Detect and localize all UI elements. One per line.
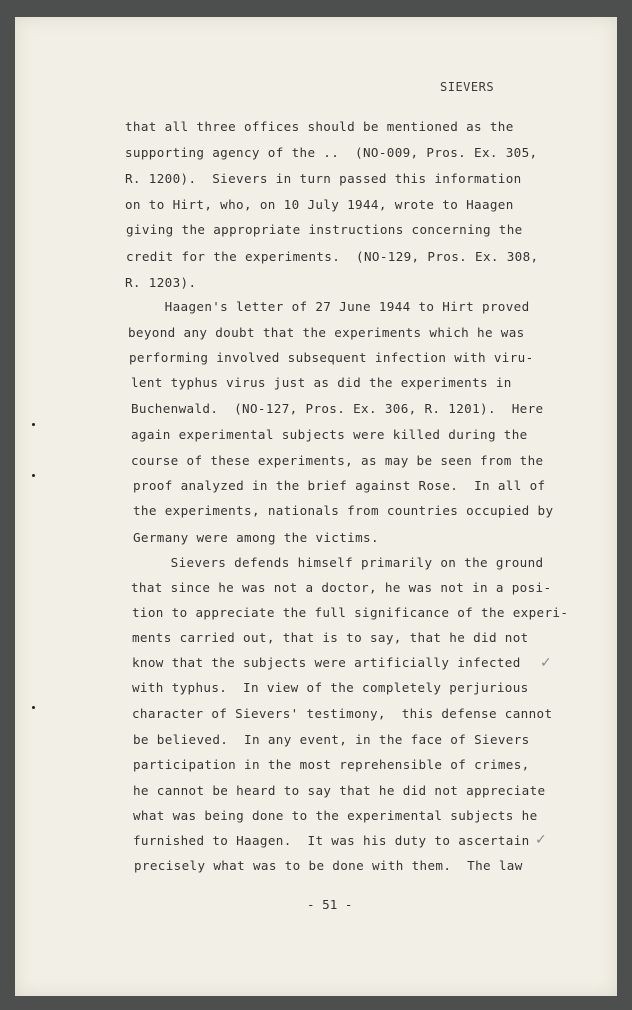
page-number: - 51 - (307, 897, 353, 912)
page-header: SIEVERS (440, 80, 495, 94)
margin-dot (32, 423, 35, 426)
text-line: credit for the experiments. (NO-129, Pros. Ex. 308, (126, 249, 539, 264)
text-line: be believed. In any event, in the face of Sievers (133, 732, 530, 747)
text-line: lent typhus virus just as did the experiments in (131, 375, 512, 390)
text-line: that all three offices should be mentioned as the (125, 119, 514, 134)
text-line: furnished to Haagen. It was his duty to ascertain (133, 833, 530, 848)
text-line: the experiments, nationals from countries occupied by (133, 503, 554, 518)
text-line: on to Hirt, who, on 10 July 1944, wrote to Haagen (125, 197, 514, 212)
text-line: he cannot be heard to say that he did not appreciate (133, 783, 546, 798)
text-line: participation in the most reprehensible of crimes, (133, 757, 530, 772)
text-line: Germany were among the victims. (133, 530, 379, 545)
check-mark-2: ✓ (535, 832, 547, 848)
margin-dot (32, 474, 35, 477)
text-line: Buchenwald. (NO-127, Pros. Ex. 306, R. 1201). Here (131, 401, 544, 416)
text-line: beyond any doubt that the experiments which he was (128, 325, 525, 340)
text-line: that since he was not a doctor, he was not in a posi- (131, 580, 552, 595)
text-line: character of Sievers' testimony, this defense cannot (132, 706, 553, 721)
text-line: giving the appropriate instructions concerning the (126, 222, 523, 237)
text-line: precisely what was to be done with them. The law (134, 858, 523, 873)
text-line: performing involved subsequent infection with viru- (129, 350, 534, 365)
text-line: course of these experiments, as may be seen from the (131, 453, 544, 468)
text-line: R. 1200). Sievers in turn passed this information (125, 171, 522, 186)
text-line: what was being done to the experimental subjects he (133, 808, 538, 823)
text-line: supporting agency of the .. (NO-009, Pros. Ex. 305, (125, 145, 538, 160)
text-line: proof analyzed in the brief against Rose. In all of (133, 478, 546, 493)
text-line: Sievers defends himself primarily on the ground (131, 555, 544, 570)
text-line: with typhus. In view of the completely perjurious (132, 680, 529, 695)
check-mark-1: ✓ (540, 655, 552, 671)
text-line: know that the subjects were artificially infected (132, 655, 521, 670)
margin-dot (32, 706, 35, 709)
text-line: ments carried out, that is to say, that he did not (132, 630, 529, 645)
text-line: R. 1203). (125, 275, 197, 290)
text-line: Haagen's letter of 27 June 1944 to Hirt proved (125, 299, 530, 314)
text-line: again experimental subjects were killed during the (131, 427, 528, 442)
text-line: tion to appreciate the full significance of the experi- (132, 605, 569, 620)
